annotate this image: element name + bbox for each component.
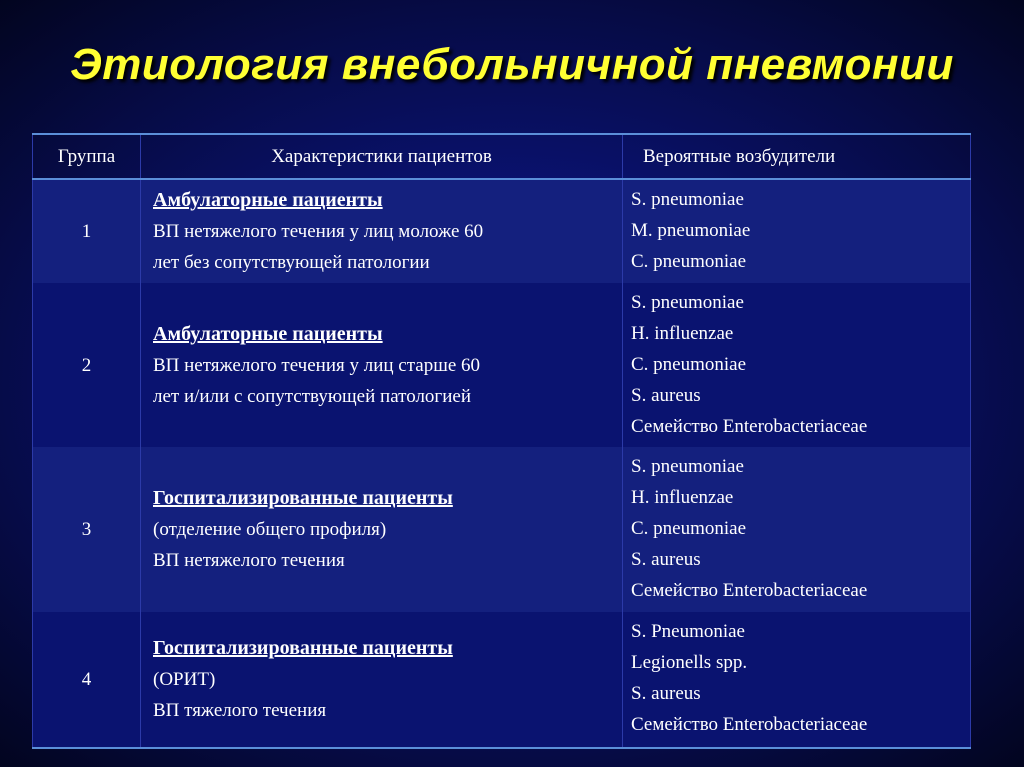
characteristics-line: лет без сопутствующей патологии (153, 252, 430, 273)
group-number: 3 (33, 447, 141, 612)
pathogen-item: Семейство Enterobacteriaceae (631, 714, 868, 735)
patient-characteristics (141, 283, 623, 447)
pathogen-item: S. pneumoniae (631, 292, 744, 313)
characteristics-line: (ОРИТ) (153, 669, 216, 690)
pathogen-item: S. aureus (631, 549, 701, 570)
patient-characteristics (141, 447, 623, 612)
characteristics-line: (отделение общего профиля) (153, 519, 387, 540)
pathogen-item: Семейство Enterobacteriaceae (631, 580, 868, 601)
pathogen-item: M. pneumoniae (631, 220, 751, 241)
pathogen-list (623, 179, 971, 283)
table-row (33, 283, 971, 447)
group-number: 4 (33, 612, 141, 748)
group-number: 1 (33, 179, 141, 283)
pathogen-item: H. influenzae (631, 487, 734, 508)
pathogen-list (623, 612, 971, 748)
characteristics-line: ВП нетяжелого течения (153, 550, 345, 571)
pathogen-item: S. Pneumoniae (631, 621, 745, 642)
patient-group-heading: Амбулаторные пациенты (153, 189, 383, 211)
table-row (33, 447, 971, 612)
patient-characteristics (141, 612, 623, 748)
characteristics-line: ВП тяжелого течения (153, 700, 327, 721)
header-pathogens: Вероятные возбудители (623, 134, 971, 179)
pathogen-item: C. pneumoniae (631, 518, 747, 539)
pathogen-item: S. pneumoniae (631, 456, 744, 477)
slide-title: Этиология внебольничной пневмонии (70, 40, 954, 89)
table-row (33, 179, 971, 283)
header-characteristics: Характеристики пациентов (141, 134, 623, 179)
pathogen-item: Legionells spp. (631, 652, 748, 673)
table-row (33, 612, 971, 748)
patient-group-heading: Госпитализированные пациенты (153, 637, 453, 659)
pathogen-item: C. pneumoniae (631, 354, 747, 375)
pathogen-item: S. aureus (631, 683, 701, 704)
characteristics-line: ВП нетяжелого течения у лиц моложе 60 (153, 221, 484, 242)
etiology-table (32, 133, 971, 749)
characteristics-line: ВП нетяжелого течения у лиц старше 60 (153, 354, 481, 376)
patient-group-heading: Амбулаторные пациенты (153, 322, 383, 345)
patient-group-heading: Госпитализированные пациенты (153, 487, 453, 509)
pathogen-item: S. aureus (631, 385, 701, 406)
pathogen-item: C. pneumoniae (631, 251, 747, 272)
pathogen-item: Семейство Enterobacteriaceae (631, 416, 868, 437)
pathogen-item: S. pneumoniae (631, 189, 744, 210)
pathogen-list (623, 447, 971, 612)
pathogen-list (623, 283, 971, 447)
characteristics-line: лет и/или с сопутствующей патологией (153, 385, 471, 407)
header-group: Группа (33, 134, 141, 179)
pathogen-item: H. influenzae (631, 323, 734, 344)
patient-characteristics (141, 179, 623, 283)
table-header-row (33, 134, 971, 179)
group-number: 2 (33, 283, 141, 447)
